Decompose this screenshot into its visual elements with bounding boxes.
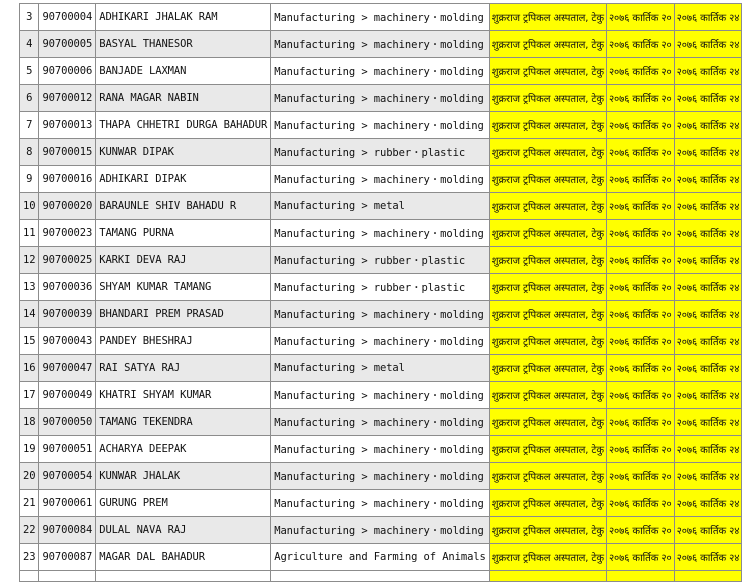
sector-cell[interactable]: Manufacturing > machinery・molding xyxy=(271,85,490,112)
table-row xyxy=(20,463,742,490)
hospital-cell[interactable]: शुक्रराज ट्रपिकल अस्पताल, टेकु xyxy=(489,85,606,112)
sector-cell[interactable]: Manufacturing > machinery・molding xyxy=(271,409,490,436)
row-number-cell[interactable]: 6 xyxy=(20,85,39,112)
code-cell[interactable]: 90700087 xyxy=(39,544,96,571)
name-cell[interactable]: PANDEY BHESHRAJ xyxy=(96,328,271,355)
date-to-cell[interactable]: २०७६ कार्तिक २४ xyxy=(674,544,742,571)
name-cell[interactable]: RANA MAGAR NABIN xyxy=(96,85,271,112)
code-cell[interactable]: 90700084 xyxy=(39,517,96,544)
name-cell[interactable]: KARKI DEVA RAJ xyxy=(96,247,271,274)
empty-cell[interactable] xyxy=(606,571,674,582)
empty-cell[interactable] xyxy=(489,571,606,582)
sector-cell[interactable]: Agriculture and Farming of Animals xyxy=(271,544,490,571)
row-number-cell[interactable]: 5 xyxy=(20,58,39,85)
code-cell[interactable]: 90700020 xyxy=(39,193,96,220)
row-number-cell[interactable]: 10 xyxy=(20,193,39,220)
table-row xyxy=(20,274,742,301)
date-from-cell[interactable]: २०७६ कार्तिक २० xyxy=(606,85,674,112)
name-cell[interactable]: KUNWAR DIPAK xyxy=(96,139,271,166)
date-from-cell[interactable]: २०७६ कार्तिक २० xyxy=(606,220,674,247)
code-cell[interactable]: 90700013 xyxy=(39,112,96,139)
table-row xyxy=(20,247,742,274)
date-to-cell[interactable]: २०७६ कार्तिक २४ xyxy=(674,274,742,301)
hospital-cell[interactable]: शुक्रराज ट्रपिकल अस्पताल, टेकु xyxy=(489,274,606,301)
date-from-cell[interactable]: २०७६ कार्तिक २० xyxy=(606,58,674,85)
date-from-cell[interactable]: २०७६ कार्तिक २० xyxy=(606,301,674,328)
name-cell[interactable]: ADHIKARI DIPAK xyxy=(96,166,271,193)
date-from-cell[interactable]: २०७६ कार्तिक २० xyxy=(606,436,674,463)
code-cell[interactable]: 90700061 xyxy=(39,490,96,517)
code-cell[interactable]: 90700012 xyxy=(39,85,96,112)
hospital-cell[interactable]: शुक्रराज ट्रपिकल अस्पताल, टेकु xyxy=(489,409,606,436)
date-from-cell[interactable]: २०७६ कार्तिक २० xyxy=(606,517,674,544)
hospital-cell[interactable]: शुक्रराज ट्रपिकल अस्पताल, टेकु xyxy=(489,382,606,409)
date-to-cell[interactable]: २०७६ कार्तिक २४ xyxy=(674,139,742,166)
code-cell[interactable]: 90700043 xyxy=(39,328,96,355)
table-row xyxy=(20,544,742,571)
row-number-cell[interactable]: 15 xyxy=(20,328,39,355)
empty-cell[interactable] xyxy=(674,571,742,582)
table-row xyxy=(20,4,742,31)
row-number-cell[interactable]: 14 xyxy=(20,301,39,328)
date-to-cell[interactable]: २०७६ कार्तिक २४ xyxy=(674,517,742,544)
worker-table xyxy=(19,3,742,582)
hospital-cell[interactable]: शुक्रराज ट्रपिकल अस्पताल, टेकु xyxy=(489,544,606,571)
table-row xyxy=(20,220,742,247)
date-to-cell[interactable]: २०७६ कार्तिक २४ xyxy=(674,463,742,490)
table-row xyxy=(20,166,742,193)
hospital-cell[interactable]: शुक्रराज ट्रपिकल अस्पताल, टेकु xyxy=(489,463,606,490)
table-row xyxy=(20,490,742,517)
date-from-cell[interactable]: २०७६ कार्तिक २० xyxy=(606,139,674,166)
table-row xyxy=(20,382,742,409)
date-to-cell[interactable]: २०७६ कार्तिक २४ xyxy=(674,58,742,85)
empty-cell[interactable] xyxy=(39,571,96,582)
row-number-cell[interactable]: 23 xyxy=(20,544,39,571)
date-to-cell[interactable]: २०७६ कार्तिक २४ xyxy=(674,490,742,517)
sector-cell[interactable]: Manufacturing > machinery・molding xyxy=(271,436,490,463)
sector-cell[interactable]: Manufacturing > metal xyxy=(271,193,490,220)
code-cell[interactable]: 90700025 xyxy=(39,247,96,274)
code-cell[interactable]: 90700047 xyxy=(39,355,96,382)
row-number-cell[interactable]: 19 xyxy=(20,436,39,463)
empty-cell[interactable] xyxy=(20,571,39,582)
name-cell[interactable]: THAPA CHHETRI DURGA BAHADUR xyxy=(96,112,271,139)
sector-cell[interactable]: Manufacturing > machinery・molding xyxy=(271,328,490,355)
name-cell[interactable]: SHYAM KUMAR TAMANG xyxy=(96,274,271,301)
row-number-cell[interactable]: 13 xyxy=(20,274,39,301)
table-row xyxy=(20,193,742,220)
date-to-cell[interactable]: २०७६ कार्तिक २४ xyxy=(674,112,742,139)
date-to-cell[interactable]: २०७६ कार्तिक २४ xyxy=(674,220,742,247)
table-row xyxy=(20,139,742,166)
table-row xyxy=(20,85,742,112)
date-from-cell[interactable]: २०७६ कार्तिक २० xyxy=(606,193,674,220)
row-number-cell[interactable]: 3 xyxy=(20,4,39,31)
name-cell[interactable]: TAMANG TEKENDRA xyxy=(96,409,271,436)
hospital-cell[interactable]: शुक्रराज ट्रपिकल अस्पताल, टेकु xyxy=(489,436,606,463)
date-to-cell[interactable]: २०७६ कार्तिक २४ xyxy=(674,4,742,31)
hospital-cell[interactable]: शुक्रराज ट्रपिकल अस्पताल, टेकु xyxy=(489,31,606,58)
hospital-cell[interactable]: शुक्रराज ट्रपिकल अस्पताल, टेकु xyxy=(489,112,606,139)
hospital-cell[interactable]: शुक्रराज ट्रपिकल अस्पताल, टेकु xyxy=(489,355,606,382)
sector-cell[interactable]: Manufacturing > rubber・plastic xyxy=(271,247,490,274)
date-to-cell[interactable]: २०७६ कार्तिक २४ xyxy=(674,436,742,463)
name-cell[interactable]: ADHIKARI JHALAK RAM xyxy=(96,4,271,31)
name-cell[interactable]: KHATRI SHYAM KUMAR xyxy=(96,382,271,409)
table-row xyxy=(20,112,742,139)
name-cell[interactable]: TAMANG PURNA xyxy=(96,220,271,247)
hospital-cell[interactable]: शुक्रराज ट्रपिकल अस्पताल, टेकु xyxy=(489,4,606,31)
hospital-cell[interactable]: शुक्रराज ट्रपिकल अस्पताल, टेकु xyxy=(489,139,606,166)
date-from-cell[interactable]: २०७६ कार्तिक २० xyxy=(606,247,674,274)
name-cell[interactable]: MAGAR DAL BAHADUR xyxy=(96,544,271,571)
date-to-cell[interactable]: २०७६ कार्तिक २४ xyxy=(674,382,742,409)
row-number-cell[interactable]: 22 xyxy=(20,517,39,544)
code-cell[interactable]: 90700004 xyxy=(39,4,96,31)
date-to-cell[interactable]: २०७६ कार्तिक २४ xyxy=(674,247,742,274)
date-to-cell[interactable]: २०७६ कार्तिक २४ xyxy=(674,193,742,220)
date-to-cell[interactable]: २०७६ कार्तिक २४ xyxy=(674,301,742,328)
row-number-cell[interactable]: 7 xyxy=(20,112,39,139)
code-cell[interactable]: 90700023 xyxy=(39,220,96,247)
table-row xyxy=(20,517,742,544)
name-cell[interactable]: DULAL NAVA RAJ xyxy=(96,517,271,544)
sector-cell[interactable]: Manufacturing > machinery・molding xyxy=(271,382,490,409)
code-cell[interactable]: 90700015 xyxy=(39,139,96,166)
table-row-partial xyxy=(20,571,742,582)
code-cell[interactable]: 90700054 xyxy=(39,463,96,490)
table-row xyxy=(20,355,742,382)
sector-cell[interactable]: Manufacturing > machinery・molding xyxy=(271,490,490,517)
code-cell[interactable]: 90700050 xyxy=(39,409,96,436)
date-from-cell[interactable]: २०७६ कार्तिक २० xyxy=(606,112,674,139)
date-to-cell[interactable]: २०७६ कार्तिक २४ xyxy=(674,31,742,58)
table-row xyxy=(20,436,742,463)
code-cell[interactable]: 90700006 xyxy=(39,58,96,85)
hospital-cell[interactable]: शुक्रराज ट्रपिकल अस्पताल, टेकु xyxy=(489,328,606,355)
row-number-cell[interactable]: 20 xyxy=(20,463,39,490)
date-to-cell[interactable]: २०७६ कार्तिक २४ xyxy=(674,328,742,355)
date-to-cell[interactable]: २०७६ कार्तिक २४ xyxy=(674,166,742,193)
sector-cell[interactable]: Manufacturing > machinery・molding xyxy=(271,166,490,193)
date-from-cell[interactable]: २०७६ कार्तिक २० xyxy=(606,382,674,409)
table-row xyxy=(20,58,742,85)
date-from-cell[interactable]: २०७६ कार्तिक २० xyxy=(606,166,674,193)
row-number-cell[interactable]: 16 xyxy=(20,355,39,382)
hospital-cell[interactable]: शुक्रराज ट्रपिकल अस्पताल, टेकु xyxy=(489,166,606,193)
row-number-cell[interactable]: 12 xyxy=(20,247,39,274)
name-cell[interactable]: RAI SATYA RAJ xyxy=(96,355,271,382)
sector-cell[interactable]: Manufacturing > machinery・molding xyxy=(271,112,490,139)
hospital-cell[interactable]: शुक्रराज ट्रपिकल अस्पताल, टेकु xyxy=(489,58,606,85)
row-number-cell[interactable]: 18 xyxy=(20,409,39,436)
empty-cell[interactable] xyxy=(271,571,490,582)
table-row xyxy=(20,409,742,436)
code-cell[interactable]: 90700049 xyxy=(39,382,96,409)
sector-cell[interactable]: Manufacturing > machinery・molding xyxy=(271,4,490,31)
sector-cell[interactable]: Manufacturing > machinery・molding xyxy=(271,301,490,328)
table-row xyxy=(20,301,742,328)
date-to-cell[interactable]: २०७६ कार्तिक २४ xyxy=(674,409,742,436)
date-from-cell[interactable]: २०७६ कार्तिक २० xyxy=(606,274,674,301)
name-cell[interactable]: BARAUNLE SHIV BAHADU R xyxy=(96,193,271,220)
name-cell[interactable]: BHANDARI PREM PRASAD xyxy=(96,301,271,328)
sector-cell[interactable]: Manufacturing > machinery・molding xyxy=(271,31,490,58)
hospital-cell[interactable]: शुक्रराज ट्रपिकल अस्पताल, टेकु xyxy=(489,247,606,274)
code-cell[interactable]: 90700051 xyxy=(39,436,96,463)
code-cell[interactable]: 90700016 xyxy=(39,166,96,193)
date-from-cell[interactable]: २०७६ कार्तिक २० xyxy=(606,31,674,58)
date-from-cell[interactable]: २०७६ कार्तिक २० xyxy=(606,355,674,382)
date-from-cell[interactable]: २०७६ कार्तिक २० xyxy=(606,4,674,31)
table-row xyxy=(20,31,742,58)
name-cell[interactable]: KUNWAR JHALAK xyxy=(96,463,271,490)
name-cell[interactable]: GURUNG PREM xyxy=(96,490,271,517)
name-cell[interactable]: ACHARYA DEEPAK xyxy=(96,436,271,463)
date-to-cell[interactable]: २०७६ कार्तिक २४ xyxy=(674,355,742,382)
sector-cell[interactable]: Manufacturing > rubber・plastic xyxy=(271,139,490,166)
code-cell[interactable]: 90700039 xyxy=(39,301,96,328)
date-to-cell[interactable]: २०७६ कार्तिक २४ xyxy=(674,85,742,112)
hospital-cell[interactable]: शुक्रराज ट्रपिकल अस्पताल, टेकु xyxy=(489,193,606,220)
row-number-cell[interactable]: 4 xyxy=(20,31,39,58)
hospital-cell[interactable]: शुक्रराज ट्रपिकल अस्पताल, टेकु xyxy=(489,220,606,247)
hospital-cell[interactable]: शुक्रराज ट्रपिकल अस्पताल, टेकु xyxy=(489,490,606,517)
date-from-cell[interactable]: २०७६ कार्तिक २० xyxy=(606,328,674,355)
row-number-cell[interactable]: 17 xyxy=(20,382,39,409)
sector-cell[interactable]: Manufacturing > machinery・molding xyxy=(271,463,490,490)
table-body xyxy=(20,4,742,582)
code-cell[interactable]: 90700005 xyxy=(39,31,96,58)
date-from-cell[interactable]: २०७६ कार्तिक २० xyxy=(606,544,674,571)
sector-cell[interactable]: Manufacturing > machinery・molding xyxy=(271,517,490,544)
row-number-cell[interactable]: 8 xyxy=(20,139,39,166)
sector-cell[interactable]: Manufacturing > machinery・molding xyxy=(271,220,490,247)
table-row xyxy=(20,328,742,355)
sector-cell[interactable]: Manufacturing > metal xyxy=(271,355,490,382)
empty-cell[interactable] xyxy=(96,571,271,582)
date-from-cell[interactable]: २०७६ कार्तिक २० xyxy=(606,409,674,436)
code-cell[interactable]: 90700036 xyxy=(39,274,96,301)
hospital-cell[interactable]: शुक्रराज ट्रपिकल अस्पताल, टेकु xyxy=(489,301,606,328)
row-number-cell[interactable]: 21 xyxy=(20,490,39,517)
name-cell[interactable]: BANJADE LAXMAN xyxy=(96,58,271,85)
date-from-cell[interactable]: २०७६ कार्तिक २० xyxy=(606,463,674,490)
date-from-cell[interactable]: २०७६ कार्तिक २० xyxy=(606,490,674,517)
row-number-cell[interactable]: 11 xyxy=(20,220,39,247)
sector-cell[interactable]: Manufacturing > rubber・plastic xyxy=(271,274,490,301)
sector-cell[interactable]: Manufacturing > machinery・molding xyxy=(271,58,490,85)
hospital-cell[interactable]: शुक्रराज ट्रपिकल अस्पताल, टेकु xyxy=(489,517,606,544)
row-number-cell[interactable]: 9 xyxy=(20,166,39,193)
name-cell[interactable]: BASYAL THANESOR xyxy=(96,31,271,58)
